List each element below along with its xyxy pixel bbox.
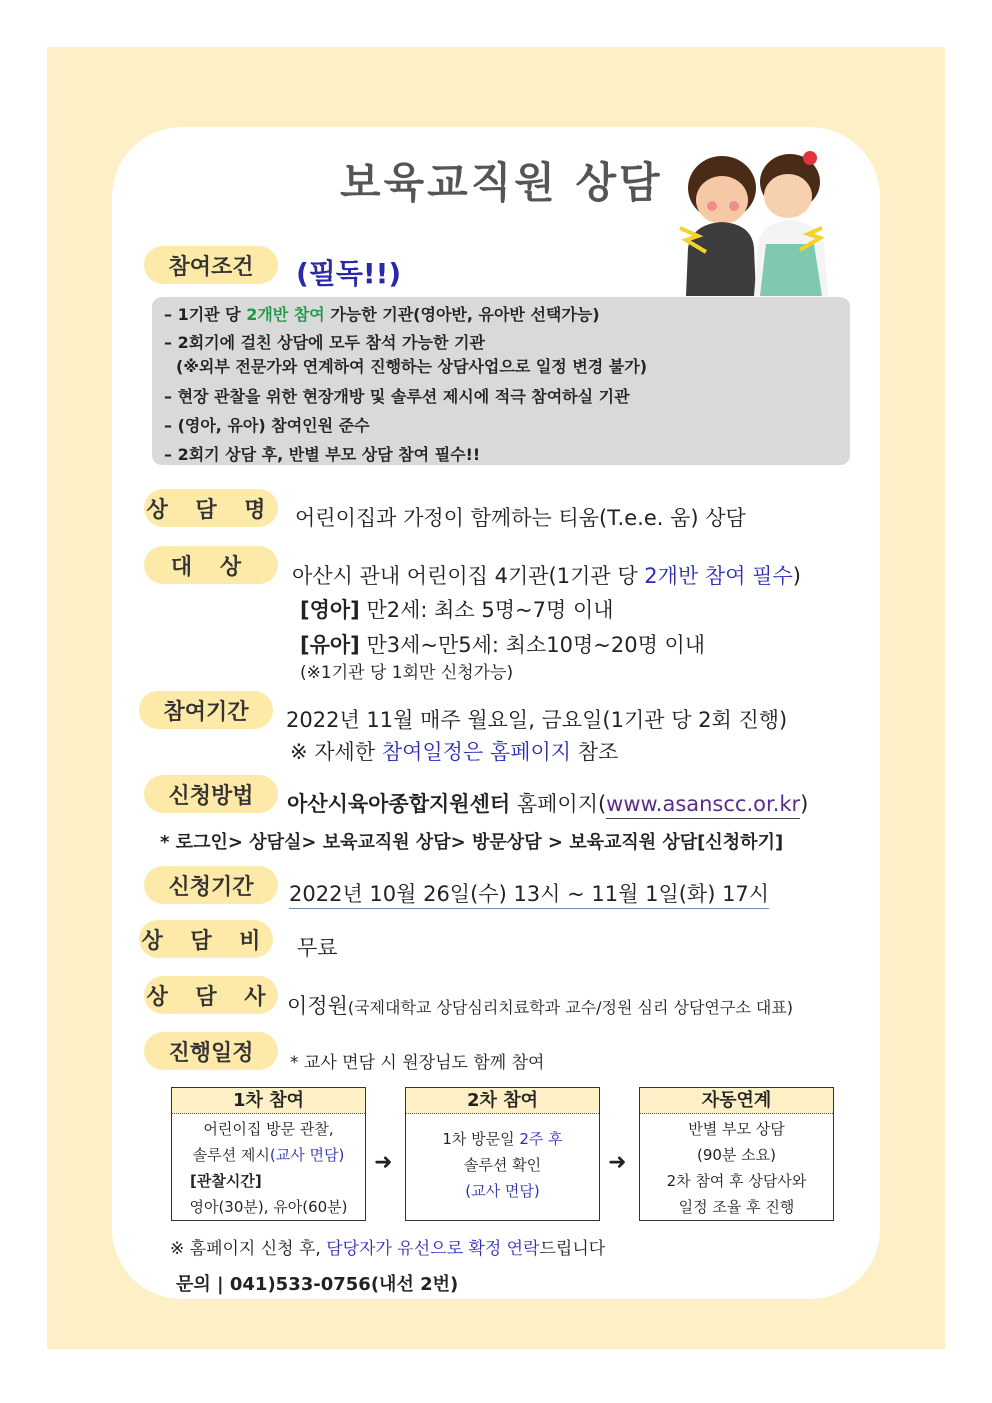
page-title: 보육교직원 상담 [340, 158, 663, 207]
homepage-link[interactable]: www.asanscc.or.kr [606, 792, 800, 819]
counselor-pill: 상 담 사 [144, 976, 278, 1014]
condition-1: – 1기관 당 2개반 참여 가능한 기관(영아반, 유아반 선택가능) [164, 305, 600, 324]
step-2-title: 2차 참여 [406, 1088, 599, 1114]
target-child: [유아] 만3세~만5세: 최소10명~20명 이내 [300, 633, 706, 657]
method-path: * 로그인> 상담실> 보육교직원 상담> 방문상담 > 보육교직원 상담[신청하기] [160, 832, 784, 853]
name-pill: 상 담 명 [144, 489, 278, 527]
counsel-name: 어린이집과 가정이 함께하는 티움(T.e.e. 움) 상담 [295, 506, 746, 530]
step-3-title: 자동연계 [640, 1088, 833, 1114]
condition-2-note: (※외부 전문가와 연계하여 진행하는 상담사업으로 일정 변경 불가) [176, 357, 648, 376]
fee-pill: 상 담 비 [139, 920, 273, 958]
method-pill: 신청방법 [144, 775, 278, 813]
arrow-icon-2: ➜ [608, 1150, 627, 1175]
counselor-info: 이정원(국제대학교 상담심리치료학과 교수/정원 심리 상담연구소 대표) [287, 994, 794, 1018]
target-line: 아산시 관내 어린이집 4기관(1기관 당 2개반 참여 필수) [292, 564, 801, 588]
conditions-pill: 참여조건 [144, 246, 278, 284]
apply-period-pill: 신청기간 [144, 866, 278, 904]
step-1-box: 1차 참여 어린이집 방문 관찰, 솔루션 제시(교사 면담) [관찰시간] 영아(30분), 유아(60분) [171, 1087, 366, 1221]
contact-info: 문의 | 041)533-0756(내선 2번) [176, 1274, 459, 1295]
schedule-note: * 교사 면담 시 원장님도 함께 참여 [290, 1053, 545, 1073]
arrow-icon-1: ➜ [374, 1150, 393, 1175]
target-infant: [영아] 만2세: 최소 5명~7명 이내 [300, 598, 614, 622]
must-read-label: (필독!!) [296, 257, 402, 290]
target-pill: 대 상 [144, 546, 278, 584]
children-illustration [672, 148, 834, 296]
footer-note: ※ 홈페이지 신청 후, 담당자가 유선으로 확정 연락드립니다 [170, 1239, 606, 1259]
period-note: ※ 자세한 참여일정은 홈페이지 참조 [290, 740, 619, 764]
condition-4: – (영아, 유아) 참여인원 준수 [164, 416, 370, 435]
condition-5: – 2회기 상담 후, 반별 부모 상담 참여 필수!! [164, 445, 481, 464]
step-3-box: 자동연계 반별 부모 상담 (90분 소요) 2차 참여 후 상담사와 일정 조율 후 진행 [639, 1087, 834, 1221]
fee-value: 무료 [297, 936, 338, 960]
apply-period: 2022년 10월 26일(수) 13시 ~ 11월 1일(화) 17시 [289, 878, 769, 908]
period-line: 2022년 11월 매주 월요일, 금요일(1기관 당 2회 진행) [286, 708, 788, 732]
condition-2: – 2회기에 걸친 상담에 모두 참석 가능한 기관 [164, 333, 485, 352]
condition-3: – 현장 관찰을 위한 현장개방 및 솔루션 제시에 적극 참여하실 기관 [164, 387, 630, 406]
step-2-box: 2차 참여 1차 방문일 2주 후 솔루션 확인 (교사 면담) [405, 1087, 600, 1221]
period-pill: 참여기간 [139, 691, 273, 729]
step-1-title: 1차 참여 [172, 1088, 365, 1114]
target-note: (※1기관 당 1회만 신청가능) [300, 663, 514, 683]
schedule-pill: 진행일정 [144, 1032, 278, 1070]
method-line: 아산시육아종합지원센터 홈페이지(www.asanscc.or.kr) [287, 788, 808, 818]
